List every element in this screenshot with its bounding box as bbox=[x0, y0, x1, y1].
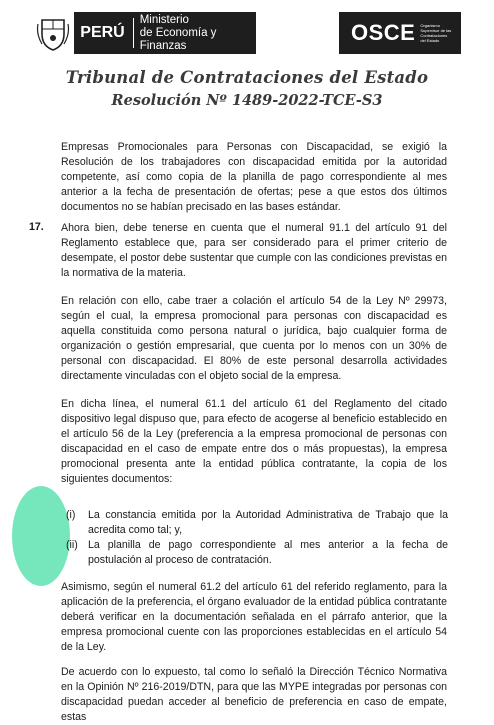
osce-logo bbox=[339, 12, 461, 54]
ministry-line-1: Ministerio bbox=[139, 13, 189, 26]
highlighter-mark bbox=[12, 486, 70, 586]
paragraph-asimismo: Asimismo, según el numeral 61.2 del artículo 61 del referido reglamento, para la aplicación de la preferencia, el órgano evaluador de la entidad pública contratante deberá verificar en la documentación señalada en el párrafo anterior, que la empresa promocional cuente con las proporciones establecidas en el artículo 54 de la Ley. bbox=[61, 581, 447, 653]
paragraph-ley: En relación con ello, cabe traer a colación el artículo 54 de la Ley Nº 29973, según el cual, la empresa promocional para personas con discapacidad es aquella constituida como persona natural o jurídica, bajo cualquier forma de organización o gestión empresarial, que cuenta por lo menos con un 30% de personal con discapacidad. El 80% de este personal desarrolla actividades directamente vinculadas con el objeto social de la empresa. bbox=[61, 295, 447, 382]
ministry-name bbox=[134, 14, 256, 53]
osce-subtitle: Organismo Supervisor de las Contrataciones del Estado bbox=[420, 23, 452, 43]
ministry-line-2: de Economía y Finanzas bbox=[139, 26, 217, 52]
resolution-number: Resolución Nº 1489-2022-TCE-S3 bbox=[111, 92, 383, 109]
coat-of-arms-icon bbox=[32, 12, 74, 54]
list-item-label: (ii) bbox=[66, 539, 78, 551]
list-item bbox=[66, 508, 448, 538]
list-item-text: La planilla de pago correspondiente al mes anterior a la fecha de postulación al proceso de contratación. bbox=[88, 539, 448, 566]
peru-wordmark: PERÚ bbox=[74, 18, 133, 48]
tribunal-title: Tribunal de Contrataciones del Estado bbox=[65, 68, 429, 87]
paragraph-acuerdo: De acuerdo con lo expuesto, tal como lo señaló la Dirección Técnico Normativa en la Opinión Nº 216-2019/DTN, para que las MYPE integradas por personas con discapacidad puedan acceder al beneficio de preferencia en caso de empate, estas bbox=[61, 666, 447, 723]
paragraph-intro: Empresas Promocionales para Personas con Discapacidad, se exigió la Resolución de los trabajadores con discapacidad emitida por la autoridad competente, así como copia de la planilla de pago correspondiente al mes anterior a la fecha de presentación de ofertas; pese a que estos dos últimos documentos no se habían precisado en las bases estándar. bbox=[61, 141, 447, 213]
list-item-text: La constancia emitida por la Autoridad Administrativa de Trabajo que la acredita como tal; y, bbox=[88, 509, 448, 536]
list-item-label: (i) bbox=[66, 509, 76, 521]
paragraph-17: Ahora bien, debe tenerse en cuenta que el numeral 91.1 del artículo 91 del Reglamento establece que, para ser considerado para el primer criterio de desempate, el postor debe sustentar que cumple con las condiciones previstas en la normativa de la materia. bbox=[61, 222, 447, 279]
item-number: 17. bbox=[29, 221, 44, 233]
osce-wordmark: OSCE bbox=[351, 20, 416, 45]
paragraph-linea: En dicha línea, el numeral 61.1 del artículo 61 del Reglamento del citado dispositivo legal dispuso que, para efecto de acogerse al beneficio establecido en el artículo 56 de la Ley (preferencia a la empresa promocional de personas con discapacidad en el caso de empate entre dos o más propuestas), la empresa promocional presenta ante la entidad pública contratante, la copia de los siguientes documentos: bbox=[61, 398, 447, 485]
list-item bbox=[66, 538, 448, 568]
peru-mef-logo bbox=[32, 12, 256, 54]
page-header bbox=[0, 0, 494, 62]
